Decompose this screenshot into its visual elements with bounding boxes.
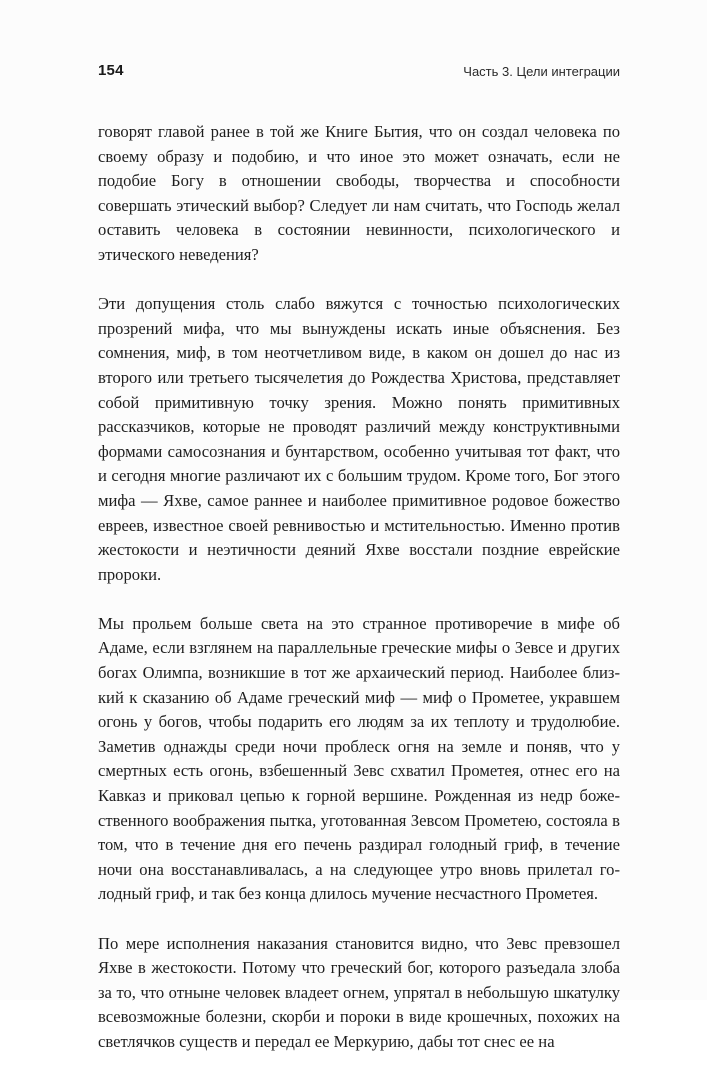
paragraph: Эти допущения столь слабо вяжутся с точностью психологических прозрений мифа, что мы вынуждены искать иные объяснения. Без сомнения, миф, в том неотчетливом виде, в каком он дошел до нас из второго или третьего тысячелетия до Рождества Христова, представляет собой примитивную точку зрения. Можно понять примитивных рассказчиков, которые не проводят различий между конструктивными формами самосознания и бунтарством, особенно учитывая тот факт, что и сегодня многие различают их с большим трудом. Кроме того, Бог этого мифа — Яхве, самое раннее и наиболее примитивное родовое божество евреев, известное своей ревнивостью и мстительностью. Именно против жестокости и неэтичности деяний Яхве восстали поздние еврейские пророки. bbox=[98, 294, 620, 584]
body-text bbox=[98, 120, 620, 1079]
running-header bbox=[98, 62, 620, 82]
paragraph: Мы прольем больше света на это странное противоречие в мифе об Адаме, если взглянем на параллельные греческие мифы о Зевсе и других богах Олимпа, возникшие в тот же архаический период. Наиболее близкий к сказанию об Адаме греческий миф — миф о Прометее, укравшем огонь у богов, чтобы подарить его людям за их теплоту и трудолюбие. Заметив однажды среди ночи проблеск огня на земле и поняв, что у смертных есть огонь, взбешенный Зевс схватил Прометея, отнес его на Кавказ и приковал цепью к горной вершине. Рожденная из недр божественного воображения пытка, уготованная Зевсом Прометею, состояла в том, что в течение дня его печень раздирал голодный гриф, в течение ночи она восстанавливалась, а на следующее утро вновь прилетал голодный гриф, и так без конца длилось мучение несчастного Прометея. bbox=[98, 613, 620, 904]
paragraph: По мере исполнения наказания становится видно, что Зевс превзошел Яхве в жестокости. Потому что греческий бог, которого разъедала злоба за то, что отныне человек владеет огнем, упрятал в небольшую шкатулку всевозможные болезни, скорби и пороки в виде крошечных, похожих на светлячков существ и передал ее Меркурию, дабы тот снес ее на bbox=[98, 933, 620, 1051]
chapter-title: Часть 3. Цели интеграции bbox=[463, 64, 620, 79]
page-number: 154 bbox=[98, 62, 124, 79]
paragraph: говорят главой ранее в той же Книге Бытия, что он создал человека по своему образу и подобию, и что иное это может означать, если не подобие Богу в отношении свободы, творчества и способности совершать этический выбор? Следует ли нам считать, что Господь желал оставить человека в состоянии невинности, психологического и этического неведения? bbox=[98, 122, 620, 264]
